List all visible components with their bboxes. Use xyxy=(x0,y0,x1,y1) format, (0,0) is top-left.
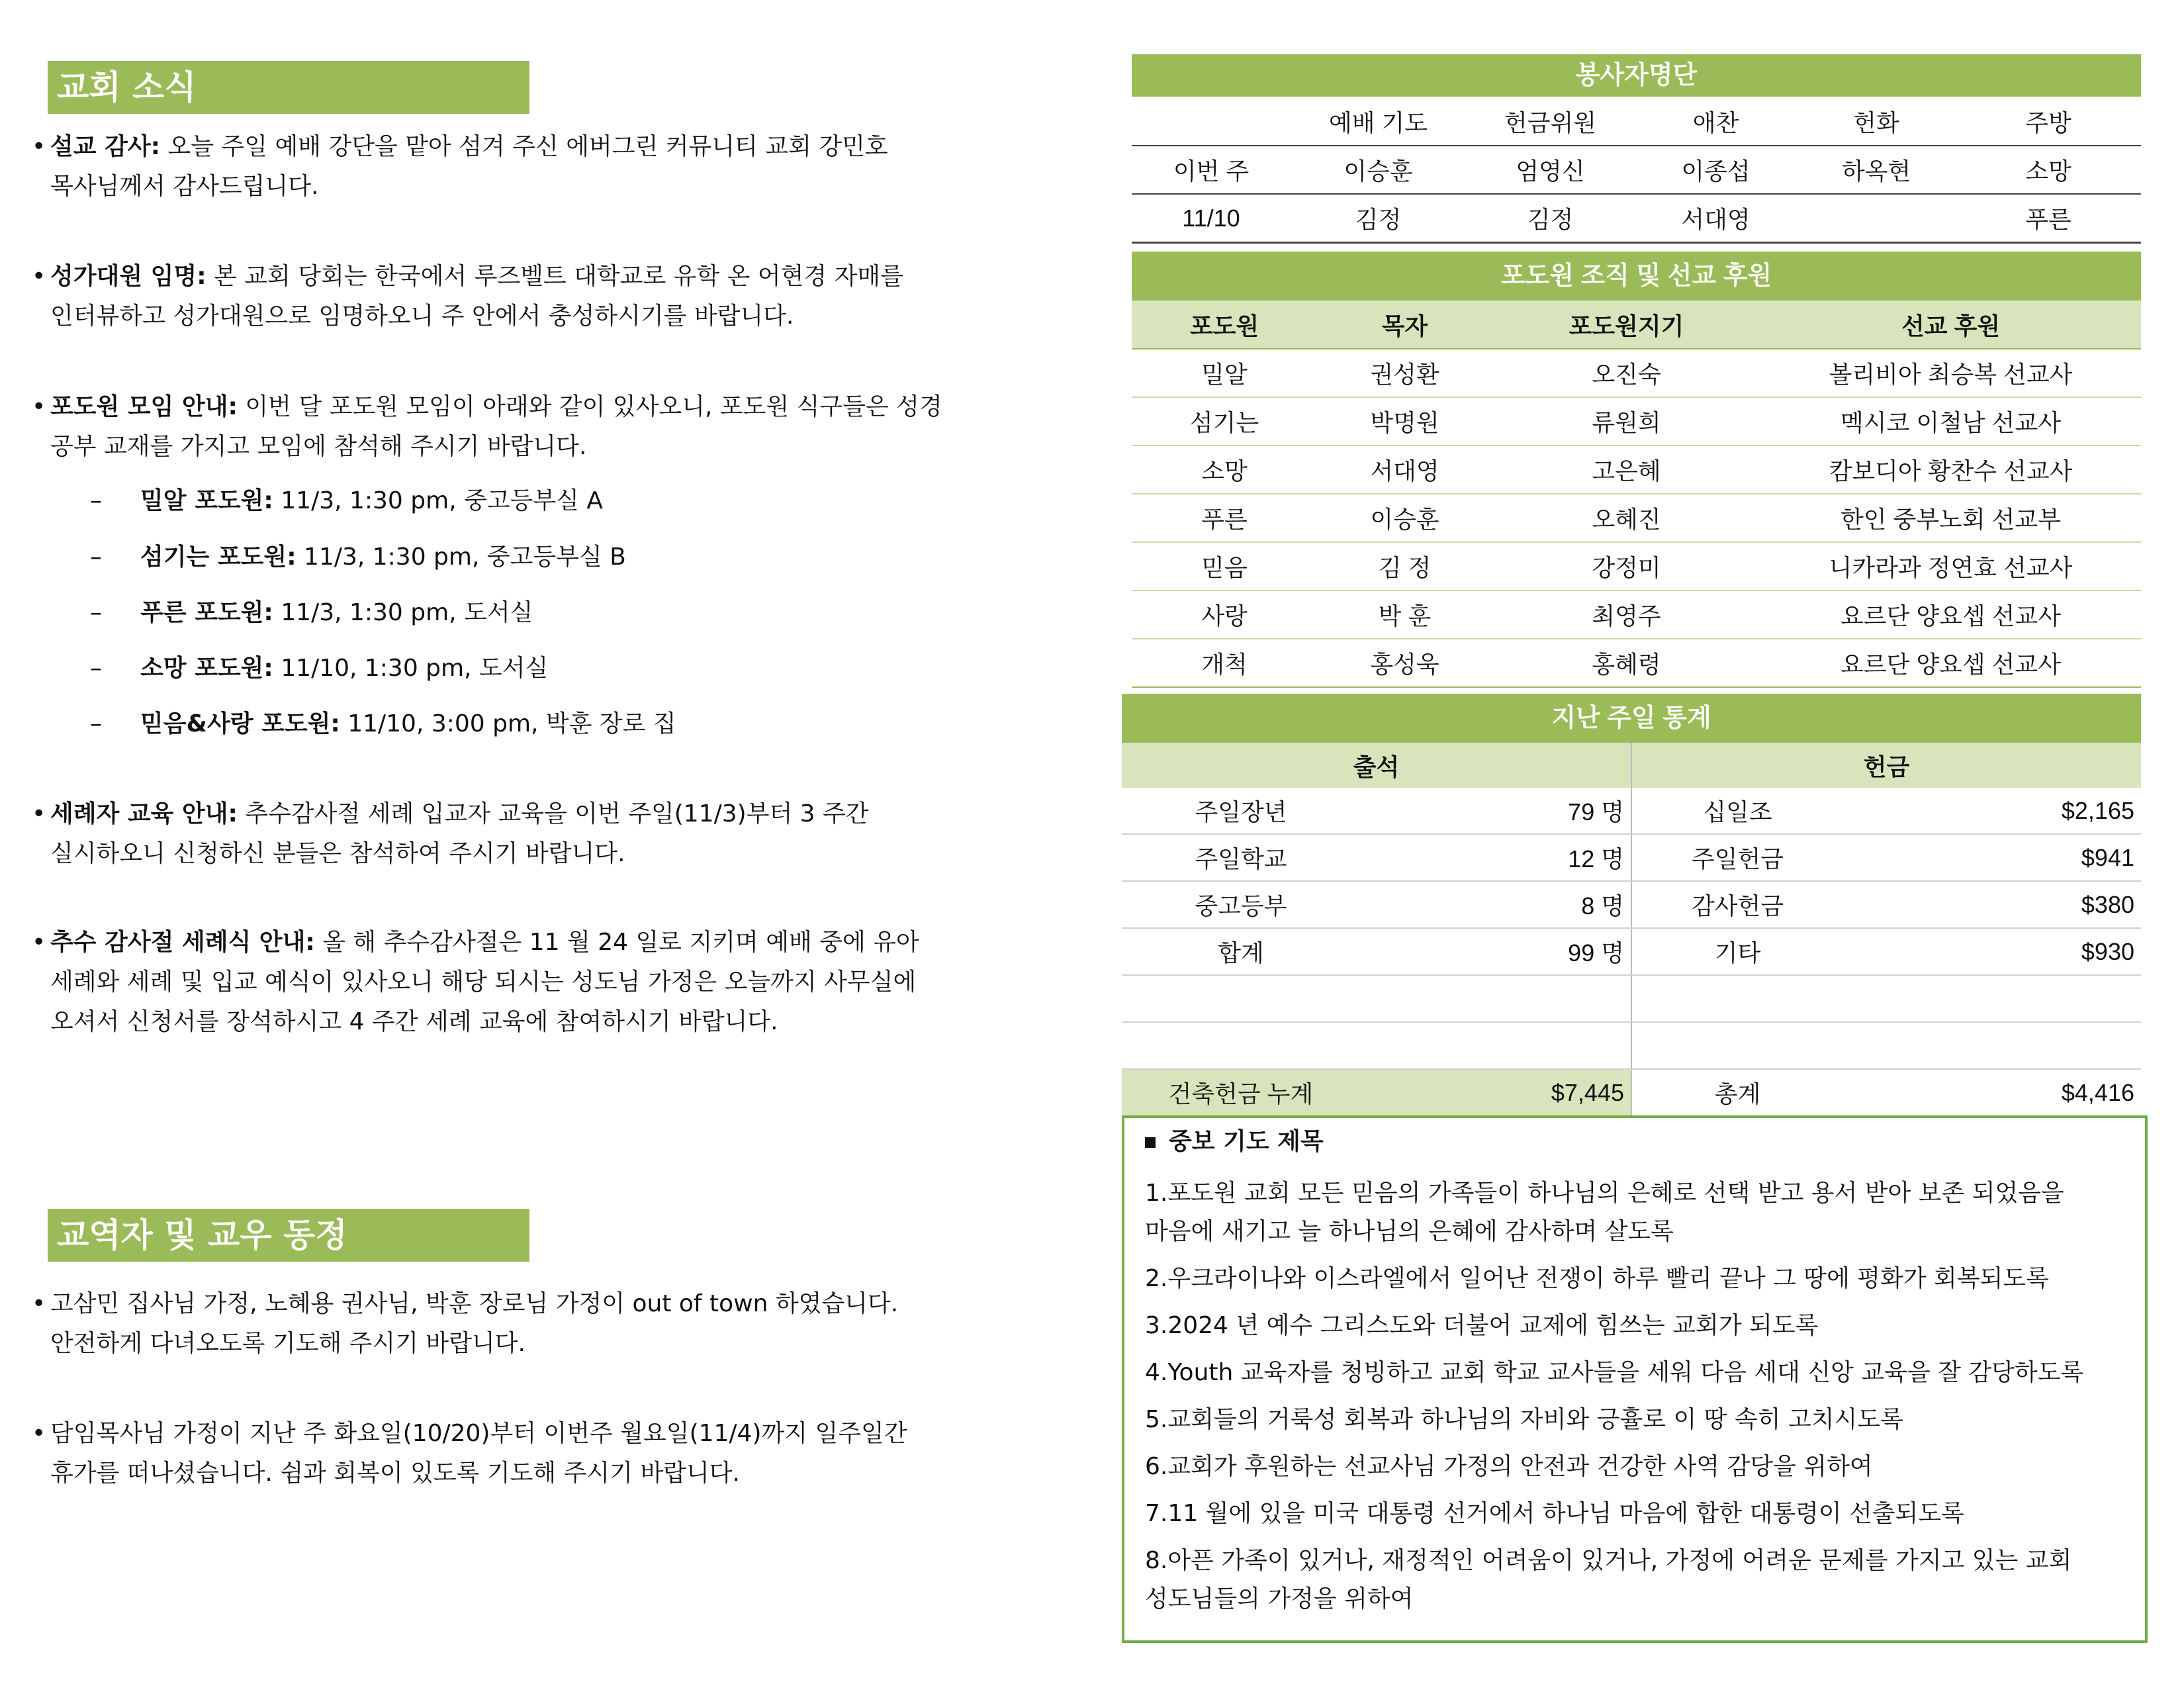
meeting-item: – 소망 포도원: 11/10, 1:30 pm, 도서실 xyxy=(90,655,549,682)
volunteers-title: 봉사자명단 xyxy=(1132,54,2141,97)
table-row: 개척 홍성욱 홍혜령 요르단 양요셉 선교사 xyxy=(1132,639,2141,687)
prayer-line: 4.Youth 교육자를 청빙하고 교회 학교 교사들을 세워 다음 세대 신앙 교육을 잘 감당하도록 xyxy=(1145,1359,2084,1386)
staff-news-title: 교역자 및 교우 동정 xyxy=(48,1209,529,1262)
news-item-thanksgiving-baptism: • 추수 감사절 세례식 안내: 올 해 추수감사절은 11 월 24 일로 지키며 예배 중에 유아 세례와 세례 및 입교 예식이 있사오니 해당 되시는 성도님 가정은 오늘까지 사무실에 오셔서 신청서를 장석하시고 4 주간 세례 교육에 참여하시기 바랍니다. xyxy=(50,923,1083,1042)
church-news-title: 교회 소식 xyxy=(48,61,529,114)
square-bullet-icon xyxy=(1145,1137,1156,1148)
table-row: 푸른 이승훈 오혜진 한인 중부노회 선교부 xyxy=(1132,494,2141,542)
prayer-line: 1.포도원 교회 모든 믿음의 가족들이 하나님의 은혜로 선택 받고 용서 받아 보존 되었음을 xyxy=(1145,1180,2064,1207)
stats-footer-row: 건축헌금 누계 $7,445 총계 $4,416 xyxy=(1122,1069,2141,1116)
table-row: 밀알 권성환 오진숙 볼리비아 최승복 선교사 xyxy=(1132,349,2141,397)
table-row: 이번 주 이승훈 엄영신 이종섭 하옥현 소망 xyxy=(1132,146,2141,194)
staff-item: • 고삼민 집사님 가정, 노혜용 권사님, 박훈 장로님 가정이 out of town 하였습니다. 안전하게 다녀오도록 기도해 주시기 바랍니다. xyxy=(50,1284,1083,1364)
stats-table xyxy=(1122,743,2141,1117)
news-item-baptism-education: • 세례자 교육 안내: 추수감사절 세례 입교자 교육을 이번 주일(11/3)부터 3 주간 실시하오니 신청하신 분들은 참석하여 주시기 바랍니다. xyxy=(50,794,1083,874)
meeting-item: – 푸른 포도원: 11/3, 1:30 pm, 도서실 xyxy=(90,599,533,626)
table-header-row: 출석 헌금 xyxy=(1122,743,2141,788)
bullet: • xyxy=(32,800,46,827)
prayer-line: 2.우크라이나와 이스라엘에서 일어난 전쟁이 하루 빨리 끝나 그 땅에 평화가 회복되도록 xyxy=(1145,1265,2049,1292)
bullet: • xyxy=(32,393,46,420)
prayer-line: 5.교회들의 거룩성 회복과 하나님의 자비와 긍휼로 이 땅 속히 고치시도록 xyxy=(1145,1406,1903,1433)
table-row: 믿음 김 정 강정미 니카라과 정연효 선교사 xyxy=(1132,542,2141,590)
volunteers-table xyxy=(1132,98,2141,244)
prayer-title: 중보 기도 제목 xyxy=(1145,1122,1324,1162)
table-row: 주일장년 79 명 십일조 $2,165 xyxy=(1122,788,2141,834)
prayer-line: 3.2024 년 예수 그리스도와 더불어 교제에 힘쓰는 교회가 되도록 xyxy=(1145,1312,1819,1339)
bullet: • xyxy=(32,263,46,290)
news-item-sermon-thanks: • 설교 감사: 오늘 주일 예배 강단을 맡아 섬겨 주신 에버그린 커뮤니티 교회 강민호 목사님께서 감사드립니다. xyxy=(50,127,1083,207)
bullet: • xyxy=(32,929,46,956)
table-row: 중고등부 8 명 감사헌금 $380 xyxy=(1122,881,2141,928)
meeting-item: – 밀알 포도원: 11/3, 1:30 pm, 중고등부실 A xyxy=(90,487,604,514)
table-row: 사랑 박 훈 최영주 요르단 양요셉 선교사 xyxy=(1132,590,2141,639)
prayer-line: 6.교회가 후원하는 선교사님 가정의 안전과 건강한 사역 감당을 위하여 xyxy=(1145,1453,1873,1480)
grapevine-table xyxy=(1132,301,2141,688)
table-row xyxy=(1122,975,2141,1022)
table-row: 소망 서대영 고은혜 캄보디아 황찬수 선교사 xyxy=(1132,445,2141,494)
table-header-row: 포도원 목자 포도원지기 선교 후원 xyxy=(1132,301,2141,349)
table-header-row: 예배 기도 헌금위원 애찬 헌화 주방 xyxy=(1132,98,2141,146)
grapevine-title: 포도원 조직 및 선교 후원 xyxy=(1132,252,2141,301)
prayer-line: 마음에 새기고 늘 하나님의 은혜에 감사하며 살도록 xyxy=(1145,1218,1674,1245)
prayer-line: 8.아픈 가족이 있거나, 재정적인 어려움이 있거나, 가정에 어려운 문제를 가지고 있는 교회 xyxy=(1145,1547,2072,1574)
meeting-item: – 섬기는 포도원: 11/3, 1:30 pm, 중고등부실 B xyxy=(90,543,626,571)
meeting-item: – 믿음&사랑 포도원: 11/10, 3:00 pm, 박훈 장로 집 xyxy=(90,710,676,737)
stats-title: 지난 주일 통계 xyxy=(1122,694,2141,743)
bullet: • xyxy=(32,1290,46,1317)
prayer-line: 7.11 월에 있을 미국 대통령 선거에서 하나님 마음에 합한 대통령이 선출되도록 xyxy=(1145,1500,1964,1527)
table-row: 11/10 김정 김정 서대영 푸른 xyxy=(1132,194,2141,243)
bullet: • xyxy=(32,133,46,160)
news-item-choir: • 성가대원 임명: 본 교회 당회는 한국에서 루즈벨트 대학교로 유학 온 어현경 자매를 인터뷰하고 성가대원으로 임명하오니 주 안에서 충성하시기를 바랍니다. xyxy=(50,257,1083,336)
table-row: 주일학교 12 명 주일헌금 $941 xyxy=(1122,834,2141,881)
staff-item: • 담임목사님 가정이 지난 주 화요일(10/20)부터 이번주 월요일(11/4)까지 일주일간 휴가를 떠나셨습니다. 쉼과 회복이 있도록 기도해 주시기 바랍니다. xyxy=(50,1414,1083,1493)
prayer-line: 성도님들의 가정을 위하여 xyxy=(1145,1585,1414,1613)
bullet: • xyxy=(32,1420,46,1447)
table-row: 섬기는 박명원 류원희 멕시코 이철남 선교사 xyxy=(1132,397,2141,445)
news-item-grapevine-meeting: • 포도원 모임 안내: 이번 달 포도원 모임이 아래와 같이 있사오니, 포도원 식구들은 성경 공부 교재를 가지고 모임에 참석해 주시기 바랍니다. xyxy=(50,387,1083,467)
table-row xyxy=(1122,1022,2141,1069)
table-row: 합계 99 명 기타 $930 xyxy=(1122,928,2141,975)
